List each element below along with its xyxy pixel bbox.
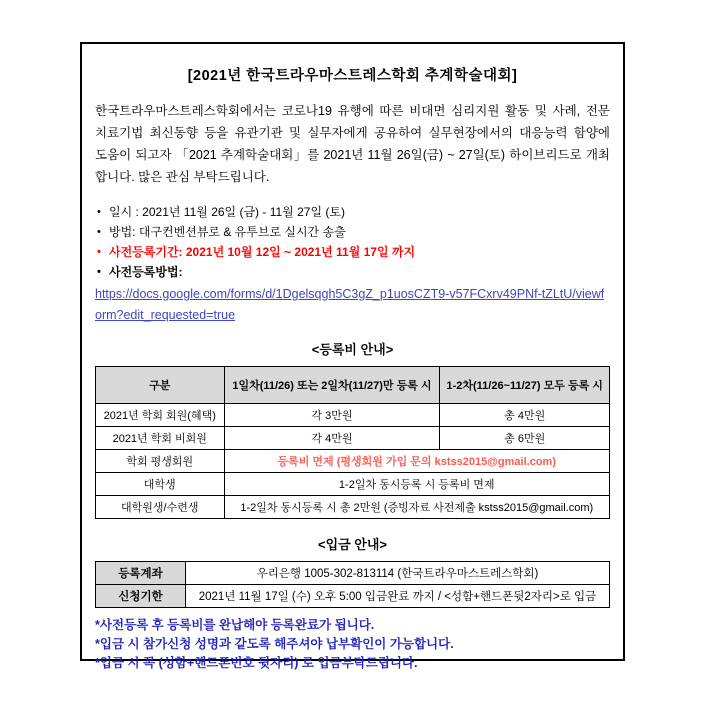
fee-header-single-day: 1일차(11/26) 또는 2일차(11/27)만 등록 시 [224, 367, 440, 404]
fee-total-price: 총 4만원 [440, 404, 610, 427]
registration-form-link[interactable]: https://docs.google.com/forms/d/1Dgelsqgh5C3gZ_p1uosCZT9-v57FCxrv49PNf-tZLtU/viewform?edit_requested=true [95, 287, 605, 322]
table-row [96, 404, 610, 427]
fee-row-note: 1-2일차 동시등록 시 총 2만원 (증빙자료 사전제출 kstss2015@gmail.com) [224, 496, 610, 519]
bullet-method: • 방법: 대구컨벤션뷰로 & 유투브로 실시간 송출 [95, 222, 610, 242]
table-row [96, 427, 610, 450]
fee-header-category: 구분 [96, 367, 225, 404]
fee-row-label: 대학원생/수련생 [96, 496, 225, 519]
fee-row-label: 학회 평생회원 [96, 450, 225, 473]
bullet-preregistration-method: • 사전등록방법: [95, 262, 610, 282]
payment-account-value: 우리은행 1005-302-813114 (한국트라우마스트레스학회) [185, 562, 609, 585]
table-row [96, 562, 610, 585]
bullet-preregistration-period: • 사전등록기간: 2021년 10월 12일 ~ 2021년 11월 17일 까지 [95, 242, 610, 262]
fee-day-price: 각 4만원 [224, 427, 440, 450]
payment-deadline-value: 2021년 11월 17일 (수) 오후 5:00 입금완료 까지 / <성함+핸드폰뒷2자리>로 입금 [185, 585, 609, 608]
table-row [96, 450, 610, 473]
payment-table [95, 561, 610, 608]
intro-paragraph: 한국트라우마스트레스학회에서는 코로나19 유행에 따른 비대면 심리지원 활동 및 사례, 전문 치료기법 최신동향 등을 유관기관 및 실무자에게 공유하여 실무현장에서의 대응능력 함양에 도움이 되고자 「2021 추계학술대회」를 2021년 11월 26일(금) ~ 27일(토) 하이브리드로 개최 합니다. 많은 관심 부탁드립니다. [95, 104, 610, 184]
footnote-line: *입금 시 참가신청 성명과 같도록 해주셔야 납부확인이 가능합니다. [95, 637, 454, 651]
fee-table [95, 366, 610, 519]
footnote-list [95, 616, 610, 673]
fee-row-note: 1-2일차 동시등록 시 등록비 면제 [224, 473, 610, 496]
table-row [96, 473, 610, 496]
fee-row-label: 대학생 [96, 473, 225, 496]
info-bullet-list [95, 202, 610, 282]
payment-section-heading: <입금 안내> [317, 537, 388, 552]
fee-section-heading: <등록비 안내> [311, 342, 394, 357]
footnote-line: *입금 시 꼭 (성함+핸드폰번호 뒷자리) 로 입금부탁드립니다. [95, 656, 418, 670]
page-title: [2021년 한국트라우마스트레스학회 추계학술대회] [187, 68, 518, 84]
table-row [96, 496, 610, 519]
fee-total-price: 총 6만원 [440, 427, 610, 450]
footnote-line: *사전등록 후 등록비를 완납해야 등록완료가 됩니다. [95, 618, 375, 632]
table-row [96, 585, 610, 608]
fee-row-note: 등록비 면제 (평생회원 가입 문의 kstss2015@gmail.com) [224, 450, 610, 473]
bullet-date: • 일시 : 2021년 11월 26일 (금) - 11월 27일 (토) [95, 202, 610, 222]
fee-header-both-days: 1-2차(11/26~11/27) 모두 등록 시 [440, 367, 610, 404]
fee-day-price: 각 3만원 [224, 404, 440, 427]
fee-table-header-row [96, 367, 610, 404]
payment-account-label: 등록계좌 [96, 562, 186, 585]
fee-row-label: 2021년 학회 회원(혜택) [96, 404, 225, 427]
notice-document [80, 42, 625, 670]
payment-deadline-label: 신청기한 [96, 585, 186, 608]
fee-row-label: 2021년 학회 비회원 [96, 427, 225, 450]
